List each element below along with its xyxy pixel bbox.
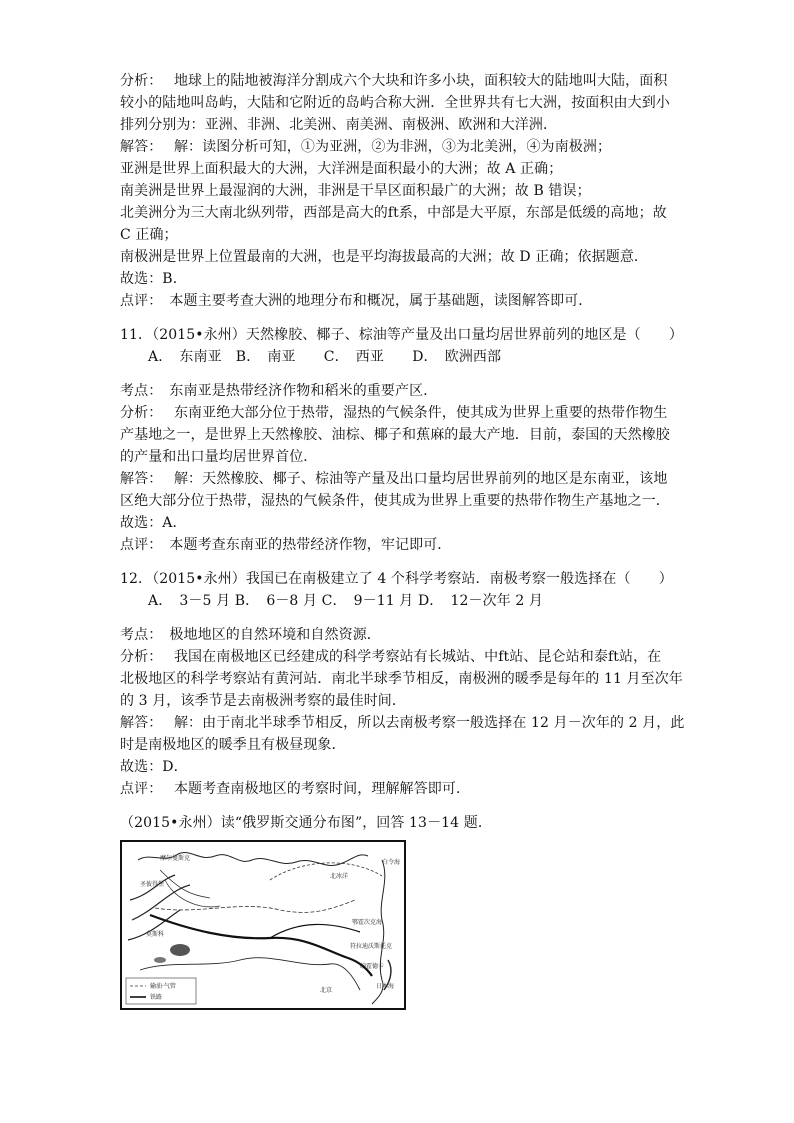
text-line: 故选：A． — [120, 515, 187, 531]
map-label: 北冰洋 — [330, 873, 349, 880]
map-label: 鄂霍次克海 — [352, 919, 383, 926]
map-label: 纳霍德卡 — [360, 963, 385, 970]
text-line: 排列分别为：亚洲、非洲、北美洲、南美洲、南极洲、欧洲和大洋洲． — [120, 117, 558, 133]
text-line: 点评： 本题考查南极地区的考察时间，理解解答即可． — [120, 781, 471, 797]
question-11 — [120, 324, 683, 556]
text-line: 分析： 地球上的陆地被海洋分割成六个大块和许多小块，面积较大的陆地叫大陆，面积 — [120, 73, 668, 89]
text-line: 产基地之一，是世界上天然橡胶、油棕、椰子和蕉麻的最大产地．目前，泰国的天然橡胶 — [120, 427, 670, 443]
question-options: A． 3－5 月 B． 6－8 月 C． 9－11 月 D． 12－次年 2 月 — [148, 593, 544, 609]
text-line: 南美洲是世界上最湿润的大洲，非洲是干旱区面积最广的大洲；故 B 错误； — [120, 183, 591, 199]
question-12 — [120, 568, 685, 800]
text-line: 亚洲是世界上面积最大的大洲，大洋洲是面积最小的大洲；故 A 正确； — [120, 161, 563, 177]
text-line: 北美洲分为三大南北纵列带，西部是高大的ft系，中部是大平原，东部是低缓的高地；故 — [120, 205, 667, 221]
russia-transport-map — [120, 840, 406, 1010]
text-line: 解答： 解：天然橡胶、椰子、棕油等产量及出口量均居世界前列的地区是东南亚，该地 — [120, 471, 668, 487]
text-line: 故选：D． — [120, 759, 188, 775]
map-label: 莫斯科 — [146, 931, 165, 938]
text-line: 北极地区的科学考察站有黄河站．南北半球季节相反，南极洲的暖季是每年的 11 月至次年 — [120, 671, 683, 687]
text-line: 较小的陆地叫岛屿，大陆和它附近的岛屿合称大洲．全世界共有七大洲，按面积由大到小 — [120, 95, 670, 111]
text-line: 时是南极地区的暖季且有极昼现象． — [120, 737, 346, 753]
answer-block-10 — [120, 70, 680, 312]
legend-label: 铁路 — [150, 994, 163, 1001]
document-page — [120, 70, 685, 1010]
text-line: 的 3 月，该季节是去南极洲考察的最佳时间． — [120, 693, 407, 709]
text-line: C 正确； — [120, 227, 178, 243]
text-line: 的产量和出口量均居世界首位． — [120, 449, 318, 465]
text-line: 故选：B． — [120, 271, 187, 287]
map-label: 北京 — [320, 987, 333, 994]
map-label: 摩尔曼斯克 — [160, 855, 191, 862]
text-line: 考点： 东南亚是热带经济作物和稻米的重要产区． — [120, 383, 438, 399]
map-question-intro: （2015•永州）读“俄罗斯交通分布图”，回答 13－14 题． — [120, 815, 492, 831]
text-line: 分析： 东南亚绝大部分位于热带，湿热的气候条件，使其成为世界上重要的热带作物生 — [120, 405, 668, 421]
map-label: 圣彼得堡 — [140, 881, 165, 888]
text-line: 区绝大部分位于热带，湿热的气候条件，使其成为世界上重要的热带作物生产基地之一． — [120, 493, 670, 509]
map-figure — [120, 840, 406, 1010]
map-label: 白令海 — [382, 859, 401, 866]
text-line: 点评： 本题主要考查大洲的地理分布和概况，属于基础题，读图解答即可． — [120, 293, 593, 309]
text-line: 解答： 解：由于南北半球季节相反，所以去南极考察一般选择在 12 月－次年的 2 月，此 — [120, 715, 685, 731]
map-label: 日本海 — [376, 983, 395, 990]
text-line: 南极洲是世界上位置最南的大洲，也是平均海拔最高的大洲；故 D 正确；依据题意． — [120, 249, 649, 265]
text-line: 点评： 本题考查东南亚的热带经济作物，牢记即可． — [120, 537, 452, 553]
text-line: 解答： 解：读图分析可知，①为亚洲，②为非洲，③为北美洲，④为南极洲； — [120, 139, 612, 155]
map-label: 符拉迪沃斯托克 — [350, 943, 393, 950]
question-options: A． 东南亚 B． 南亚 C． 西亚 D． 欧洲西部 — [148, 349, 502, 365]
question-stem: 12．（2015•永州）我国已在南极建立了 4 个科学考察站．南极考察一般选择在（ ） — [120, 571, 673, 587]
legend-label: 输油·气管 — [150, 983, 176, 990]
question-stem: 11．（2015•永州）天然橡胶、椰子、棕油等产量及出口量均居世界前列的地区是（ ） — [120, 327, 683, 343]
text-line: 考点： 极地地区的自然环境和自然资源． — [120, 627, 381, 643]
text-line: 分析： 我国在南极地区已经建成的科学考察站有长城站、中ft站、昆仑站和泰ft站，在 — [120, 649, 662, 665]
